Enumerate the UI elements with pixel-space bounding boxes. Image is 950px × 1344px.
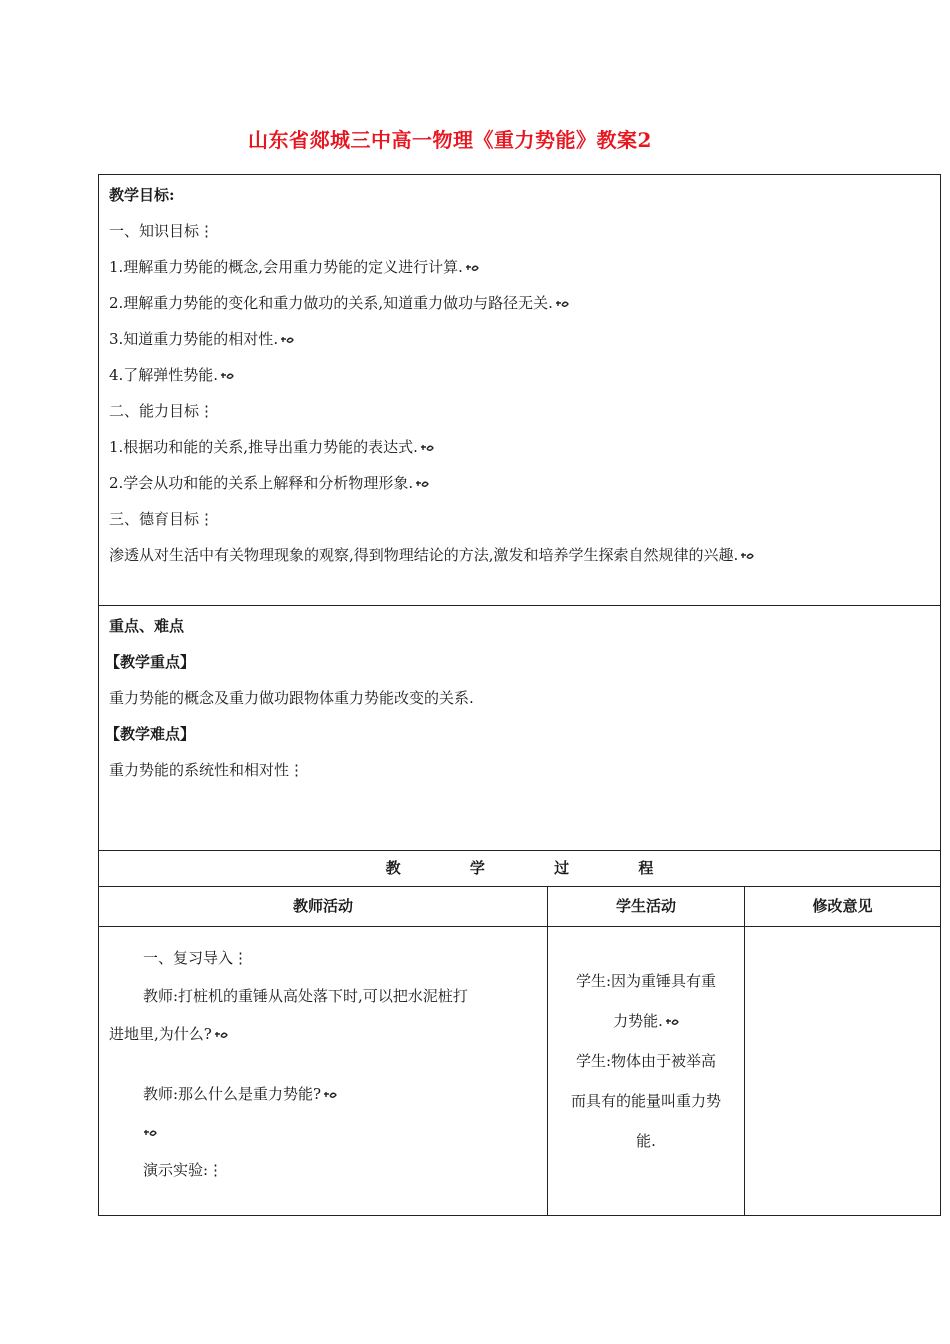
column-teacher: 教师活动 [99, 887, 548, 926]
ability-item: 1.根据功和能的关系,推导出重力势能的表达式. [99, 429, 940, 465]
lesson-plan-table [98, 174, 941, 1216]
objectives-section [99, 175, 940, 606]
process-heading [99, 851, 940, 887]
paragraph-mark-icon [465, 263, 479, 273]
paragraph-mark-icon [323, 1090, 337, 1100]
paragraph-mark-icon [420, 443, 434, 453]
key-points-section [99, 606, 940, 851]
paragraph-mark-icon [555, 299, 569, 309]
paragraph-mark-icon [143, 1128, 157, 1138]
teacher-line: 教师:打桩机的重锤从高处落下时,可以把水泥桩打 [143, 987, 468, 1005]
paragraph-mark-icon [740, 551, 754, 561]
teacher-activity-cell [99, 927, 548, 1215]
teacher-line: 教师:那么什么是重力势能? [99, 1075, 547, 1113]
focus-label: 【教学重点】 [105, 653, 196, 671]
focus-text: 重力势能的概念及重力做功跟物体重力势能改变的关系. [109, 689, 474, 707]
process-char: 教 [385, 859, 401, 877]
student-line: 学生:物体由于被举高 [575, 1052, 717, 1070]
demo-experiment-label: 演示实验:⋮ [143, 1161, 224, 1179]
key-points-heading: 重点、难点 [109, 617, 185, 635]
process-char: 过 [554, 859, 570, 877]
student-line: 而具有的能量叫重力势 [570, 1092, 721, 1110]
column-revision: 修改意见 [812, 897, 873, 915]
moral-heading: 三、德育目标⋮ [109, 510, 215, 528]
knowledge-item: 2.理解重力势能的变化和重力做功的关系,知道重力做功与路径无关. [99, 285, 940, 321]
knowledge-item: 1.理解重力势能的概念,会用重力势能的定义进行计算. [99, 249, 940, 285]
ability-heading: 二、能力目标⋮ [109, 402, 215, 420]
process-char: 学 [469, 859, 485, 877]
student-line: 学生:因为重锤具有重 [575, 972, 717, 990]
process-body [99, 927, 940, 1215]
student-line: 能. [636, 1132, 656, 1150]
paragraph-mark-icon [415, 479, 429, 489]
ability-item: 2.学会从功和能的关系上解释和分析物理形象. [99, 465, 940, 501]
knowledge-item: 3.知道重力势能的相对性. [99, 321, 940, 357]
paragraph-mark-icon [280, 335, 294, 345]
objectives-heading: 教学目标: [109, 186, 175, 204]
student-activity-cell [548, 927, 745, 1215]
empty-paragraph [99, 1113, 547, 1151]
knowledge-heading: 一、知识目标⋮ [109, 222, 215, 240]
knowledge-item: 4.了解弹性势能. [99, 357, 940, 393]
process-char: 程 [638, 859, 654, 877]
paragraph-mark-icon [214, 1030, 228, 1040]
teacher-line: 进地里,为什么? [99, 1015, 547, 1053]
difficulty-label: 【教学难点】 [105, 725, 196, 743]
revision-cell [745, 927, 940, 1215]
column-student: 学生活动 [548, 887, 745, 926]
page-title: 山东省郯城三中高一物理《重力势能》教案2 [248, 128, 652, 152]
paragraph-mark-icon [665, 1017, 679, 1027]
difficulty-text: 重力势能的系统性和相对性⋮ [109, 761, 305, 779]
paragraph-mark-icon [220, 371, 234, 381]
student-line: 力势能. [548, 1001, 744, 1041]
moral-text: 渗透从对生活中有关物理现象的观察,得到物理结论的方法,激发和培养学生探索自然规律的兴趣. [99, 537, 940, 573]
process-column-headers [99, 887, 940, 927]
review-section-heading: 一、复习导入⋮ [143, 949, 249, 967]
